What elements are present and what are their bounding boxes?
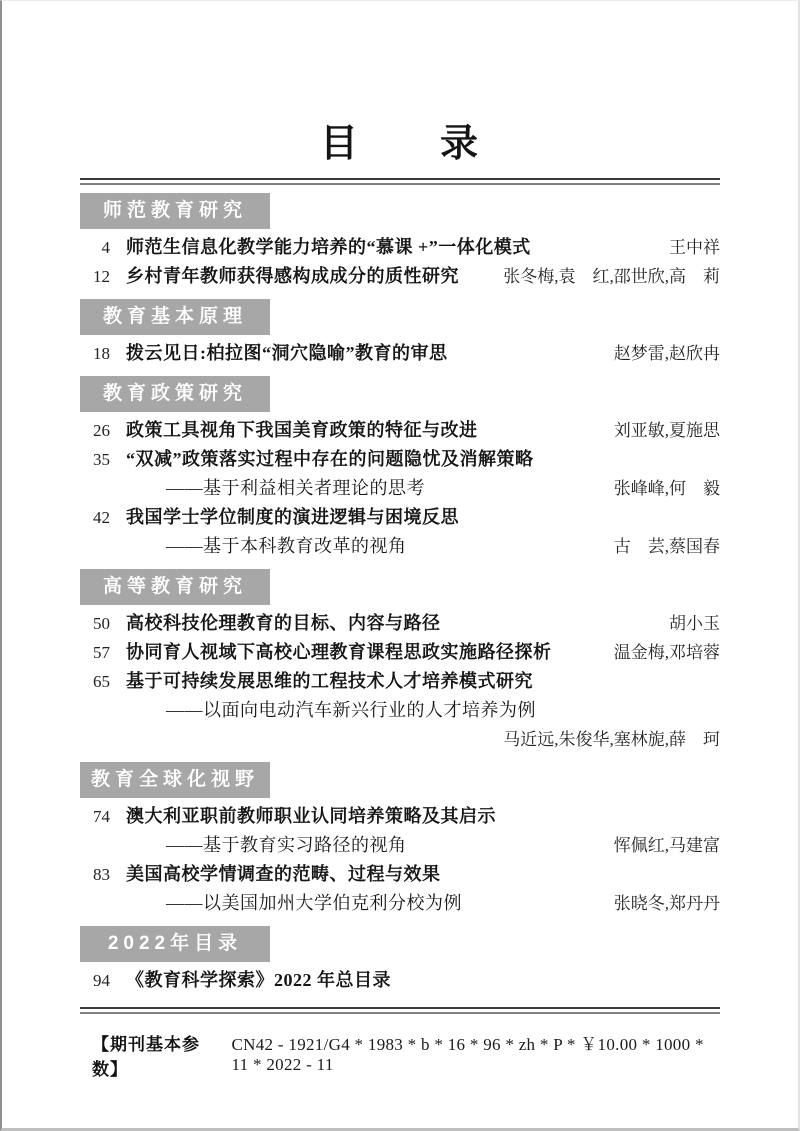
page-number: 42 <box>93 508 110 527</box>
article-subtitle: ——基于教育实习路径的视角 <box>166 835 407 855</box>
page-number: 65 <box>93 672 110 691</box>
page-title: 目 录 <box>319 123 480 165</box>
article-subtitle: ——基于利益相关者理论的思考 <box>166 478 425 498</box>
section-header: 师范教育研究 <box>80 193 270 229</box>
article-title: 乡村青年教师获得感构成成分的质性研究 <box>126 266 459 286</box>
toc-entry-row <box>80 262 720 291</box>
article-title: 政策工具视角下我国美育政策的特征与改进 <box>126 420 478 440</box>
article-subtitle: ——基于本科教育改革的视角 <box>166 536 407 556</box>
toc-entry-row <box>80 339 720 368</box>
article-authors: 王中祥 <box>669 238 720 257</box>
article-title: 我国学士学位制度的演进逻辑与困境反思 <box>126 507 459 527</box>
article-title: 师范生信息化教学能力培养的“慕课 +”一体化模式 <box>126 237 531 257</box>
toc-entry-row <box>80 696 720 725</box>
toc-entry-row <box>80 233 720 262</box>
page-number: 4 <box>101 238 110 257</box>
toc-entry-row <box>80 860 720 889</box>
footer-rule <box>80 1007 720 1014</box>
article-authors: 温金梅,邓培蓉 <box>613 643 720 662</box>
page-number: 57 <box>93 643 110 662</box>
toc-entry-row <box>80 416 720 445</box>
article-authors: 刘亚敏,夏施思 <box>613 421 720 440</box>
toc-content <box>2 1 798 995</box>
article-authors: 张晓冬,郑丹丹 <box>613 894 720 913</box>
journal-params <box>80 1030 720 1080</box>
toc-entry-row <box>80 966 720 995</box>
article-subtitle: ——以面向电动汽车新兴行业的人才培养为例 <box>166 700 536 720</box>
title-rule <box>80 178 720 185</box>
article-title: 高校科技伦理教育的目标、内容与路径 <box>126 613 441 633</box>
section-header: 2022年目录 <box>80 926 270 962</box>
toc-entry-row <box>80 667 720 696</box>
article-authors: 胡小玉 <box>669 614 720 633</box>
article-authors: 赵梦雷,赵欣冉 <box>613 344 720 363</box>
toc-entry-row <box>80 503 720 532</box>
page-number: 26 <box>93 421 110 440</box>
params-value: CN42 - 1921/G4 * 1983 * b * 16 * 96 * zh * P * ￥10.00 * 1000 * 11 * 2022 - 11 <box>231 1035 704 1074</box>
toc-entry-row <box>80 609 720 638</box>
params-label: 【期刊基本参数】 <box>92 1035 200 1079</box>
article-subtitle: ——以美国加州大学伯克利分校为例 <box>166 893 462 913</box>
page-number: 35 <box>93 450 110 469</box>
article-title: 澳大利亚职前教师职业认同培养策略及其启示 <box>126 806 496 826</box>
toc-entry-row <box>80 889 720 918</box>
article-title: “双减”政策落实过程中存在的问题隐忧及消解策略 <box>126 449 534 469</box>
page-number: 12 <box>93 267 110 286</box>
article-authors: 张冬梅,袁 红,邵世欣,高 莉 <box>503 267 720 286</box>
page-number: 50 <box>93 614 110 633</box>
toc-entry-row <box>80 474 720 503</box>
section-header: 教育基本原理 <box>80 299 270 335</box>
article-title: 《教育科学探索》2022 年总目录 <box>126 970 391 990</box>
article-authors: 古 芸,蔡国春 <box>613 537 720 556</box>
toc-entry-row <box>80 802 720 831</box>
article-title: 拨云见日:柏拉图“洞穴隐喻”教育的审思 <box>126 343 448 363</box>
page-number: 94 <box>93 971 110 990</box>
page-number: 18 <box>93 344 110 363</box>
toc-entry-row <box>80 638 720 667</box>
article-title: 协同育人视域下高校心理教育课程思政实施路径探析 <box>126 642 552 662</box>
section-header: 教育全球化视野 <box>80 762 270 798</box>
section-header: 高等教育研究 <box>80 569 270 605</box>
page-number: 83 <box>93 865 110 884</box>
toc-entry-row <box>80 831 720 860</box>
page-number: 74 <box>93 807 110 826</box>
article-title: 美国高校学情调查的范畴、过程与效果 <box>126 864 441 884</box>
toc-sections <box>80 193 720 995</box>
article-title: 基于可持续发展思维的工程技术人才培养模式研究 <box>126 671 533 691</box>
authors-row: 马近远,朱俊华,塞林旎,薛 珂 <box>503 730 720 749</box>
article-authors: 恽佩红,马建富 <box>613 836 720 855</box>
section-header: 教育政策研究 <box>80 376 270 412</box>
page-footer <box>80 998 720 1080</box>
article-authors: 张峰峰,何 毅 <box>613 479 720 498</box>
toc-entry-row <box>80 532 720 561</box>
toc-entry-row <box>80 445 720 474</box>
